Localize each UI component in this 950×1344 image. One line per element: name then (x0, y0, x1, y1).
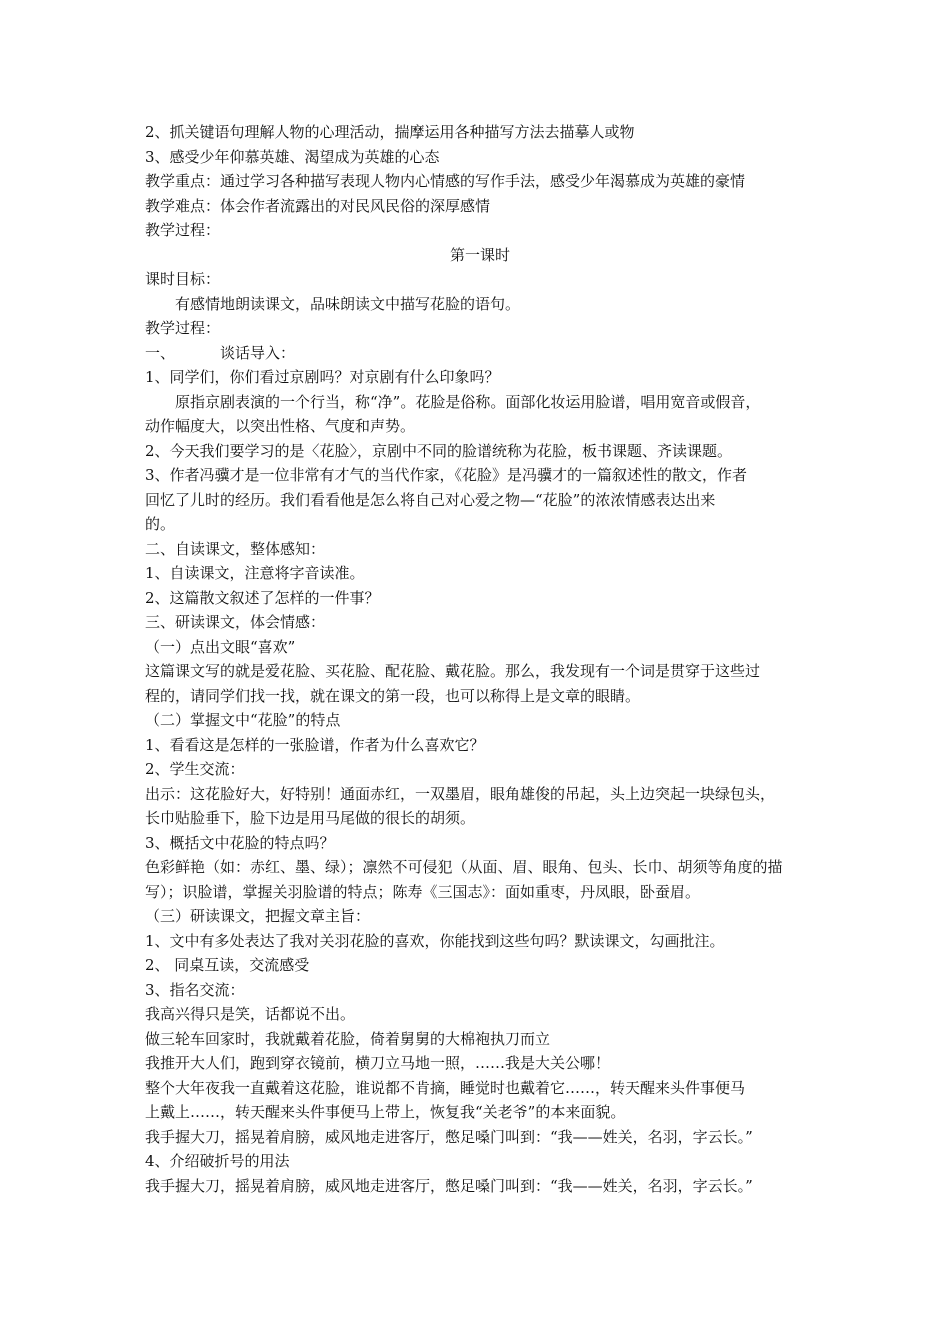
text-line: 3、概括文中花脸的特点吗？ (145, 833, 335, 852)
text-line: 这篇课文写的就是爱花脸、买花脸、配花脸、戴花脸。那么，我发现有一个词是贯穿于这些过 (145, 662, 761, 680)
text-line: 我手握大刀，摇晃着肩膀，威风地走进客厅，憋足嗓门叫到：“我——姓关，名羽，字云长。” (145, 1176, 753, 1195)
text-line: 2、这篇散文叙述了怎样的一件事？ (145, 588, 380, 607)
text-line: （二）掌握文中“花脸”的特点 (145, 711, 341, 729)
text-line: 我手握大刀，摇晃着肩膀，威风地走进客厅，憋足嗓门叫到：“我——姓关，名羽，字云长。” (145, 1127, 753, 1146)
text-line: 长巾贴脸垂下，脸下边是用马尾做的很长的胡须。 (145, 809, 476, 827)
text-line: 程的，请同学们找一找，就在课文的第一段，也可以称得上是文章的眼睛。 (145, 686, 641, 705)
text-line: 出示：这花脸好大，好特别！通面赤红，一双墨眉，眼角雄俊的吊起，头上边突起一块绿包头， (145, 784, 776, 803)
text-line: 写）；识脸谱，掌握关羽脸谱的特点；陈寿《三国志》：面如重枣，丹凤眼，卧蚕眉。 (145, 882, 701, 901)
text-line: 3、指名交流： (145, 980, 245, 999)
list-number: 一、 (145, 343, 176, 362)
text-line: 二、自读课文，整体感知： (145, 539, 326, 558)
document-body (145, 120, 815, 1198)
text-line: 2、学生交流： (145, 760, 245, 778)
text-line: 教学过程： (145, 221, 221, 239)
text-line: 教学难点：体会作者流露出的对民风民俗的深厚感情 (145, 196, 491, 215)
text-line: 4、介绍破折号的用法 (145, 1152, 290, 1170)
text-line: 色彩鲜艳（如：赤红、墨、绿）；凛然不可侵犯（从面、眉、眼角、包头、长巾、胡须等角度的描 (145, 858, 783, 876)
text-line: 三、研读课文，体会情感： (145, 613, 326, 631)
text-line: 教学重点：通过学习各种描写表现人物内心情感的写作手法，感受少年渴慕成为英雄的豪情 (145, 172, 746, 190)
text-line: 1、文中有多处表达了我对关羽花脸的喜欢，你能找到这些句吗？默读课文，勾画批注。 (145, 931, 725, 950)
text-line: 1、同学们，你们看过京剧吗？对京剧有什么印象吗？ (145, 368, 500, 386)
text-line (145, 341, 815, 366)
text-line: 我高兴得只是笑，话都说不出。 (145, 1005, 356, 1023)
text-line: 我推开大人们，跑到穿衣镜前，横刀立马地一照，……我是大关公哪！ (145, 1054, 611, 1072)
text-line: 课时目标： (145, 270, 221, 288)
text-line: 动作幅度大，以突出性格、气度和声势。 (145, 417, 416, 435)
text-line: （一）点出文眼“喜欢” (145, 637, 296, 656)
text-line: 3、感受少年仰慕英雄、渴望成为英雄的心态 (145, 147, 440, 166)
text-line: 上戴上……，转天醒来头件事便马上带上，恢复我“关老爷”的本来面貌。 (145, 1103, 626, 1121)
text-line: 原指京剧表演的一个行当，称“净”。花脸是俗称。面部化妆运用脸谱，唱用宽音或假音， (175, 392, 761, 411)
text-line: 有感情地朗读课文，品味朗读文中描写花脸的语句。 (175, 294, 521, 313)
text-line: 整个大年夜我一直戴着这花脸，谁说都不肯摘，睡觉时也戴着它……，转天醒来头件事便马 (145, 1078, 746, 1097)
text-line: 1、自读课文，注意将字音读准。 (145, 564, 365, 582)
text-line: （三）研读课文，把握文章主旨： (145, 907, 371, 925)
text-line: 2、抓关键语句理解人物的心理活动，揣摩运用各种描写方法去描摹人或物 (145, 123, 635, 141)
text-line: 的。 (145, 515, 176, 533)
text-line: 教学过程： (145, 319, 221, 337)
text-line: 1、看看这是怎样的一张脸谱，作者为什么喜欢它？ (145, 735, 485, 754)
text-line: 做三轮车回家时，我就戴着花脸，倚着舅舅的大棉袍执刀而立 (145, 1029, 551, 1048)
text-line: 回忆了儿时的经历。我们看看他是怎么将自己对心爱之物—“花脸”的浓浓情感表达出来 (145, 490, 716, 509)
list-heading: 谈话导入： (220, 343, 296, 362)
section-heading: 第一课时 (449, 245, 510, 264)
text-line: 2、 同桌互读，交流感受 (145, 956, 310, 974)
text-line: 2、今天我们要学习的是〈花脸〉，京剧中不同的脸谱统称为花脸，板书课题、齐读课题。 (145, 441, 733, 460)
text-line: 3、作者冯骥才是一位非常有才气的当代作家，《花脸》是冯骥才的一篇叙述性的散文，作者 (145, 466, 748, 484)
